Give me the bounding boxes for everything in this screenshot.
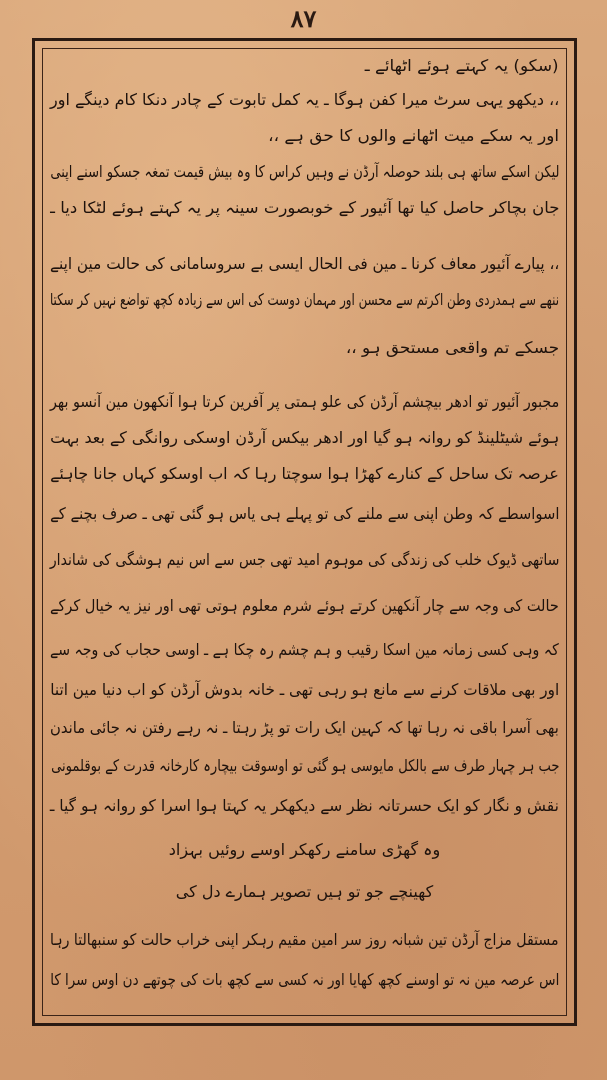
text-line: ،، دیکھو یہی سرٹ میرا کفن ہوگا ـ یہ کمل تابوت کے چادر دنکا کام دینگے اور <box>49 90 559 109</box>
verse-line: وہ گھڑی سامنے رکھکر اوسے روئیں بہزاد <box>168 840 441 859</box>
text-line: ،، پیارے آئیور معاف کرنا ـ مین فی الحال ایسی بے سروسامانی کی حالت مین اپنے <box>49 254 559 273</box>
text-line: اسواسطے کہ وطن اپنی سے ملنے کی تو پہلے ہی یاس ہو گئی تھی ـ صرف بچنے کے <box>49 504 559 523</box>
text-line: بھی آسرا باقی نہ رہا تھا کہ کہین ایک رات تو پڑ رہتا ـ نہ رہے رفتن نہ جائی ماندن <box>50 718 559 737</box>
text-line: حالت کی وجہ سے چار آنکھین کرتے ہوئے شرم معلوم ہوتی تھی اور نیز یہ خیال کرکے <box>50 596 559 615</box>
text-line: جان بچاکر حاصل کیا تھا آئیور کے خوبصورت سینہ پر یہ کہتے ہوئے لٹکا دیا ـ <box>49 198 559 217</box>
text-line: کہ وہی کسی زمانہ مین اسکا رقیب و ہم چشم رہ چکا ہے ـ اوسی حجاب کی وجہ سے <box>50 640 559 659</box>
text-line: اس عرصہ مین نہ تو اوسنے کچھ کھایا اور نہ کسی سے کچھ بات کی چوتھے دن اوس سرا کا <box>49 970 559 989</box>
text-line: (سکو) یہ کہتے ہوئے اٹھائے ـ <box>365 56 559 75</box>
text-line: ننھے سے ہمدردی وطن اکرتم سے محسن اور مہمان دوست کی اس سے زیادہ کچھ تواضع نہیں کر سکتا <box>49 290 559 309</box>
text-line: ساتھی ڈیوک خلب کی زندگی کی موہوم امید تھی جس سے اس نیم ہوشگی کی شاندار <box>49 550 559 569</box>
text-line: اور بھی ملاقات کرنے سے مانع ہو رہی تھی ـ خانہ بدوش آرڈن کو اب دنیا مین اتنا <box>49 680 559 699</box>
text-line: اور یہ سکے میت اٹھانے والوں کا حق ہے ،، <box>268 126 559 145</box>
text-line: نقش و نگار کو ایک حسرتانہ نظر سے دیکھکر یہ کہتا ہوا اسرا کو روانہ ہو گیا ـ <box>49 796 559 815</box>
text-line: جسکے تم واقعی مستحق ہو ،، <box>345 338 559 357</box>
text-line: مستقل مزاج آرڈن تین شبانہ روز سر امین مقیم رہکر اپنی خراب حالت کو سنبھالتا رہا <box>50 930 559 949</box>
urdu-text-block <box>50 58 559 1008</box>
text-line: جب ہر چہار طرف سے بالکل مایوسی ہو گئی تو اوسوقت بیچارہ کارخانہ قدرت کے بوقلمونی <box>50 756 559 775</box>
text-line: ہوئے شیٹلینڈ کو روانہ ہو گیا اور ادھر بیکس آرڈن اوسکی روانگی کے بعد بہت <box>49 428 559 447</box>
verse-line: کھینچے جو تو ہیں تصویر ہمارے دل کی <box>175 882 434 901</box>
text-line: عرصہ تک ساحل کے کنارے کھڑا ہوا سوچتا رہا کہ اب اوسکو کہاں جانا چاہئے <box>50 464 559 483</box>
page-number: ۸۷ <box>290 4 317 33</box>
text-line: لیکن اسکے ساتھ ہی بلند حوصلہ آرڈن نے وہیں کراس کا وہ بیش قیمت تمغہ جسکو اسنے اپنی <box>49 162 559 181</box>
text-line: مجبور آئیور تو ادھر بیچشم آرڈن کی علو ہمتی پر آفرین کرتا ہوا آنکھون مین آنسو بھر <box>49 392 559 411</box>
